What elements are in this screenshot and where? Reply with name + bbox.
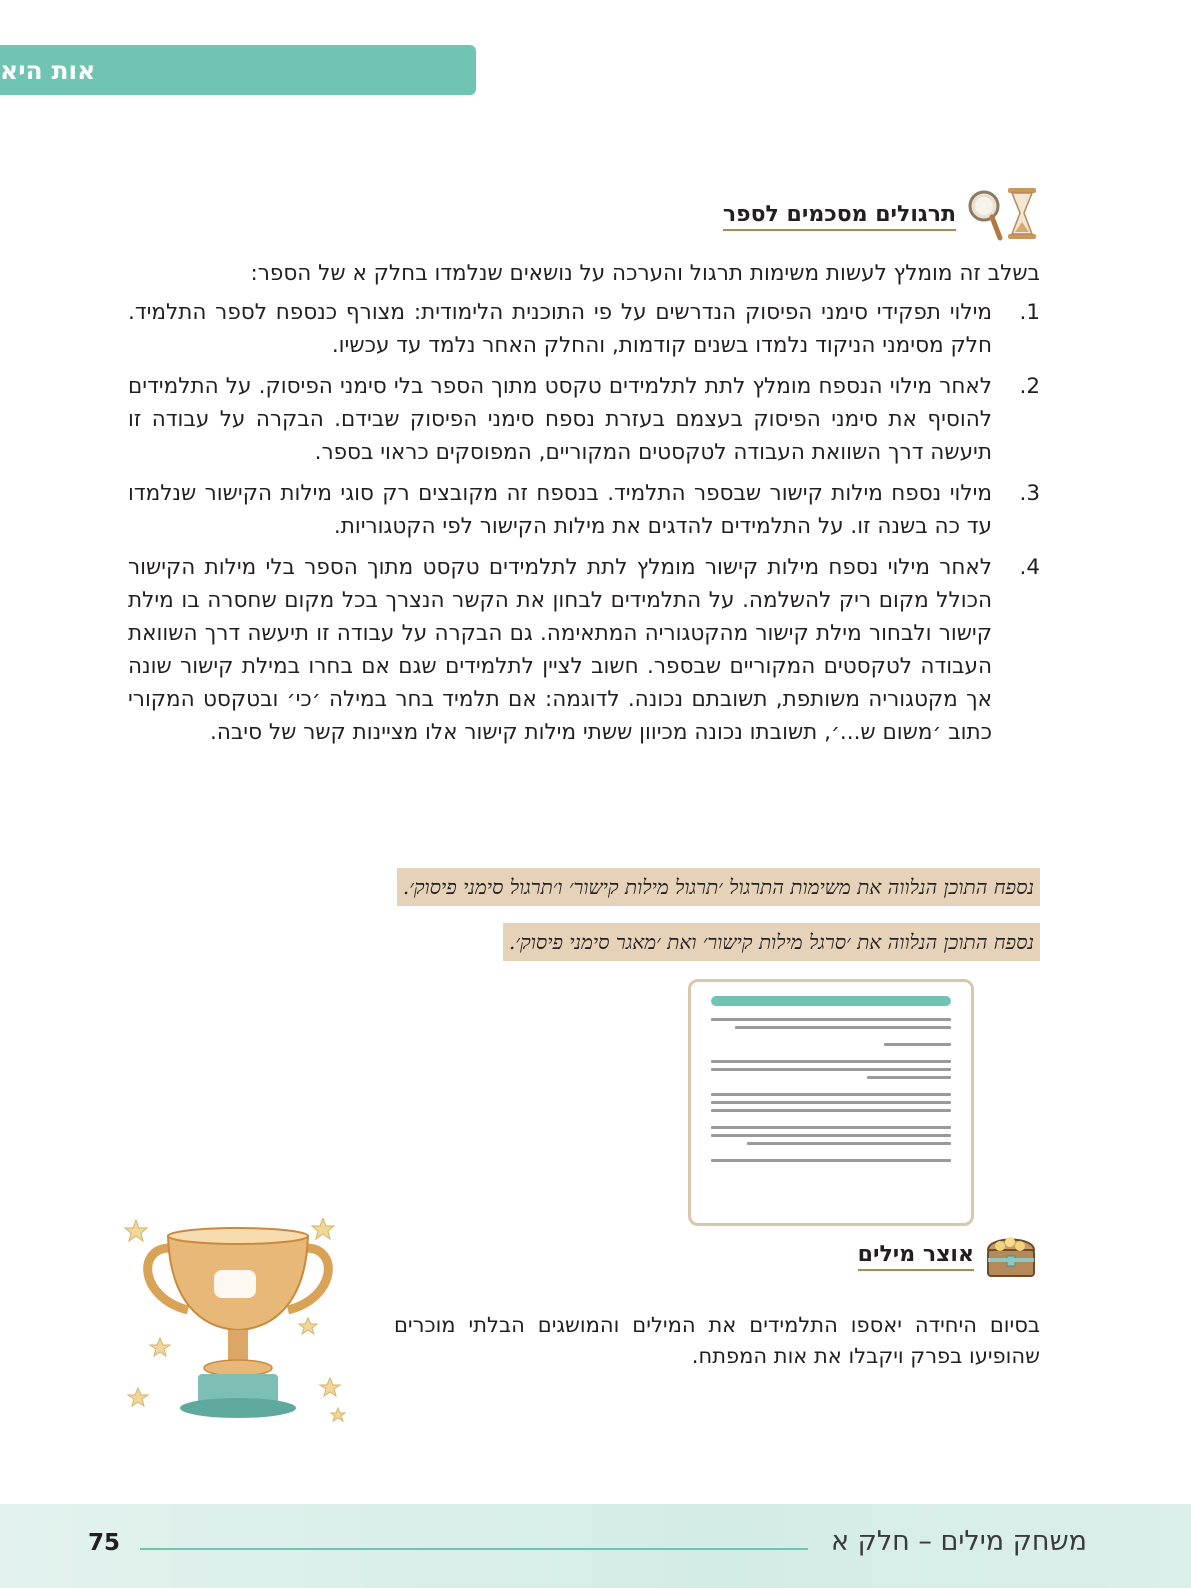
list-item [128, 370, 1040, 469]
appendix-thumbnail [688, 979, 974, 1226]
list-item-number: 4. [1019, 555, 1040, 580]
exercises-heading [723, 186, 1040, 246]
list-item-text: מילוי תפקידי סימני הפיסוק הנדרשים על פי התוכנית הלימודית: מצורף כנספח לספר התלמיד. חלק מסימני הניקוד נלמדו בשנים קודמות, והחלק האחר נלמד עד עכשיו. [128, 300, 992, 358]
page-footer [0, 1504, 1191, 1588]
list-item-number: 1. [1019, 300, 1040, 325]
list-item-number: 3. [1019, 481, 1040, 506]
list-item-text: לאחר מילוי הנספח מומלץ לתת לתלמידים טקסט מתוך הספר בלי סימני הפיסוק. על התלמידים להוסיף את סימני הפיסוק בעצמם בעזרת נספח סימני הפיסוק שבידם. הבקרה על עבודה זו תיעשה דרך השוואת העבודה לטקסטים המקוריים, המפוסקים כראוי בספר. [128, 374, 992, 465]
chapter-tab-label: אות היא [0, 55, 96, 85]
vocabulary-heading [858, 1228, 1040, 1284]
exercises-title: תרגולים מסכמים לספר [723, 202, 956, 231]
treasure-chest-icon [982, 1228, 1040, 1284]
exercises-intro: בשלב זה מומלץ לעשות משימות תרגול והערכה על נושאים שנלמדו בחלק א של הספר: [250, 261, 1040, 286]
list-item [128, 551, 1040, 749]
appendix-note-2: נספח התוכן הנלווה את ׳סרגל מילות קישור׳ ואת ׳מאגר סימני פיסוק׳. [503, 923, 1040, 961]
chapter-tab [0, 45, 476, 95]
exercises-list [128, 296, 1040, 757]
footer-divider [140, 1548, 808, 1550]
list-item-text: לאחר מילוי נספח מילות קישור מומלץ לתת לתלמידים טקסט מתוך הספר בלי מילות הקישור הכולל מקום ריק להשלמה. על התלמידים לבחון את הקשר הנצרך בכל מקום שחסרה בו מילת קישור ולבחור מילת קישור מהקטגוריה המתאימה. גם הבקרה על עבודה זו תיעשה דרך השוואת העבודה לטקסטים המקוריים שבספר. חשוב לציין לתלמידים שגם אם בחרו במילת קישור שונה אך מקטגוריה משותפת, תשובתם נכונה. לדוגמה: אם תלמיד בחר במילה ׳כי׳ ובטקסט המקורי כתוב ׳משום ש...׳, תשובתו נכונה מכיוון ששתי מילות קישור אלו מציינות קשר של סיבה. [128, 555, 992, 745]
hourglass-magnifier-icon [964, 186, 1040, 246]
thumbnail-header-bar [711, 996, 951, 1006]
list-item-text: מילוי נספח מילות קישור שבספר התלמיד. בנספח זה מקובצים רק סוגי מילות הקישור שנלמדו עד כה בשנה זו. על התלמידים להדגים את מילות הקישור לפי הקטגוריות. [128, 481, 992, 539]
vocabulary-text: בסיום היחידה יאספו התלמידים את המילים והמושגים הבלתי מוכרים שהופיעו בפרק ויקבלו את אות המפתח. [394, 1313, 1040, 1368]
page-number: 75 [88, 1530, 121, 1556]
list-item-number: 2. [1019, 374, 1040, 399]
appendix-note-1: נספח התוכן הנלווה את משימות התרגול ׳תרגול מילות קישור׳ ו׳תרגול סימני פיסוק׳. [397, 868, 1040, 906]
list-item [128, 477, 1040, 543]
vocabulary-title: אוצר מילים [858, 1242, 974, 1271]
book-title: משחק מילים – חלק א [831, 1526, 1087, 1557]
trophy-icon [118, 1218, 358, 1438]
list-item [128, 296, 1040, 362]
